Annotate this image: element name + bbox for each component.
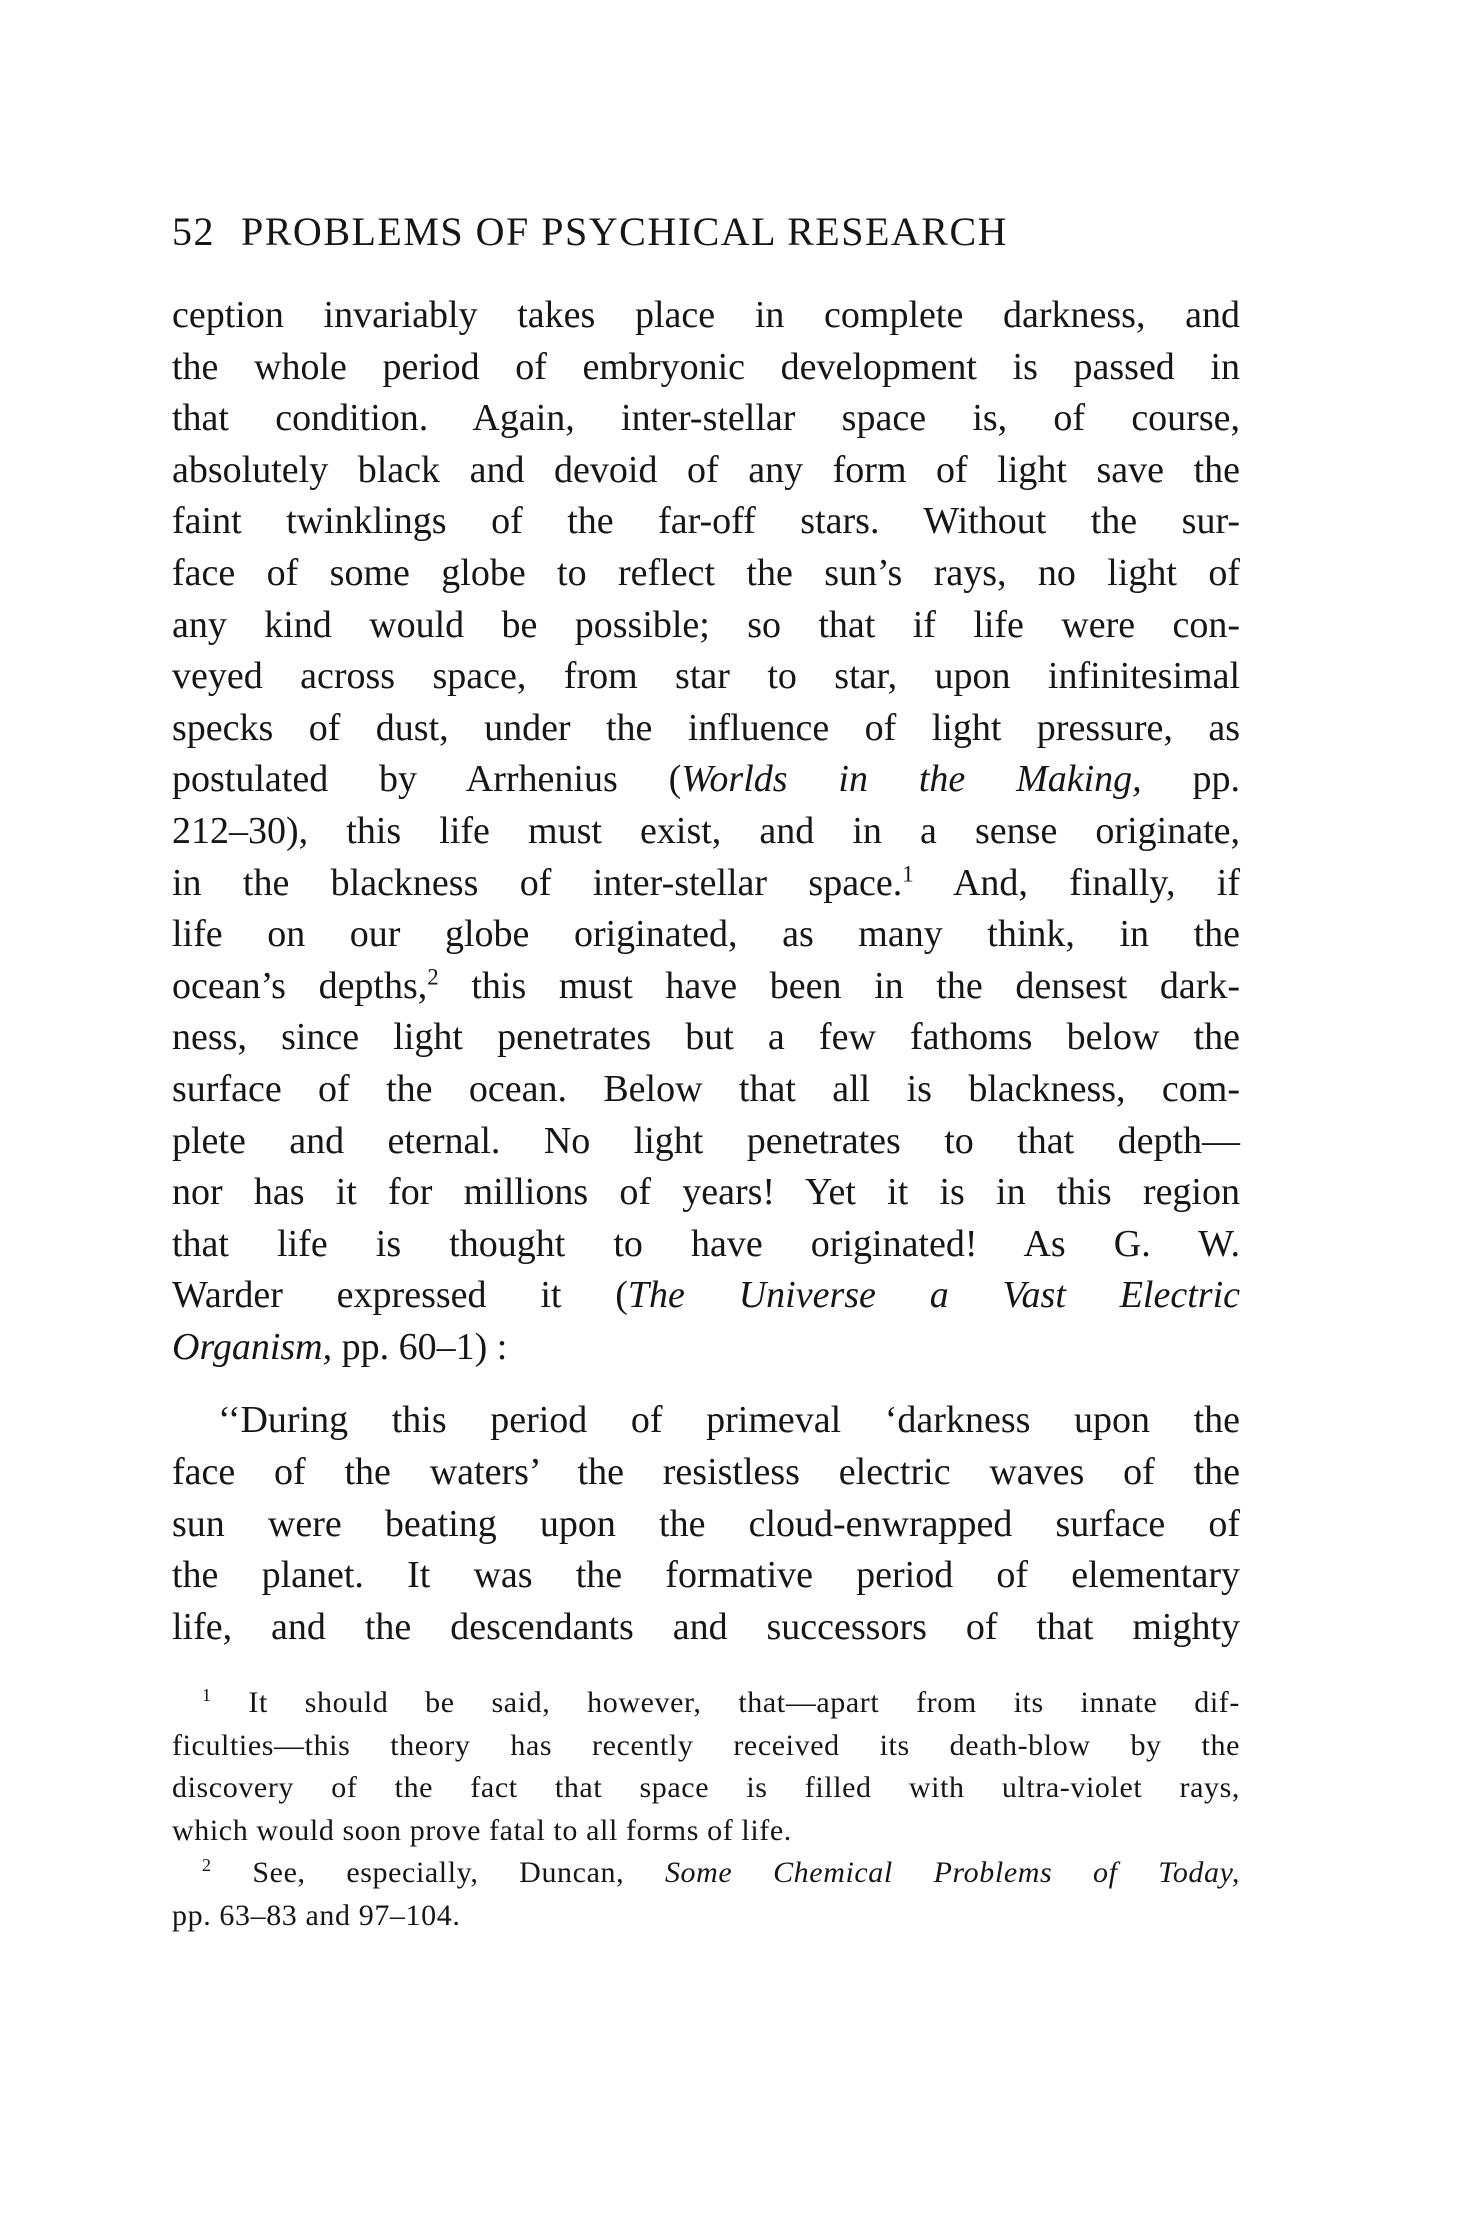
text-segment: Warder expressed it ( — [172, 1274, 628, 1317]
running-head — [172, 208, 1252, 255]
footnote-2 — [172, 1852, 1240, 1895]
footnote-marker-2: 2 — [202, 1855, 212, 1876]
text-line: the whole period of embryonic development is passed in — [172, 345, 1240, 388]
text-line: veyed across space, from star to star, upon infinitesimal — [172, 655, 1240, 698]
text-segment: ocean’s depths, — [172, 964, 428, 1007]
text-line: nor has it for millions of years! Yet it is in this region — [172, 1171, 1240, 1214]
footnotes — [172, 1682, 1240, 1937]
footnote-ref-2: 2 — [427, 964, 439, 990]
footnote-text: It should be said, however, that—apart from its innate dif- — [248, 1686, 1240, 1719]
footnote-marker-1: 1 — [202, 1685, 212, 1706]
quote-line: sun were beating upon the cloud-enwrapped surface of — [172, 1502, 1240, 1545]
block-quote — [172, 1395, 1240, 1653]
footnote-line: pp. 63–83 and 97–104. — [172, 1898, 461, 1932]
quote-line: ‘‘During this period of primeval ‘darkness upon the — [218, 1399, 1240, 1442]
main-text — [172, 290, 1240, 1653]
text-line: that condition. Again, inter-stellar space is, of course, — [172, 397, 1240, 440]
quote-line: face of the waters’ the resistless electric waves of the — [172, 1451, 1240, 1494]
text-line: 212–30), this life must exist, and in a sense originate, — [172, 809, 1240, 852]
footnote-line: ficulties—this theory has recently received its death-blow by the — [172, 1728, 1240, 1762]
book-title-citation: Worlds in the Making, — [681, 758, 1142, 801]
text-line — [172, 1270, 1240, 1322]
text-segment: pp. 60–1) : — [332, 1325, 508, 1368]
footnote-ref-1: 1 — [902, 860, 914, 886]
footnote-line: discovery of the fact that space is filled with ultra-violet rays, — [172, 1771, 1240, 1804]
text-line: ness, since light penetrates but a few fathoms below the — [172, 1016, 1240, 1059]
text-line: specks of dust, under the influence of light pressure, as — [172, 706, 1240, 749]
book-title-citation: The Universe a Vast Electric — [627, 1274, 1240, 1317]
text-line: that life is thought to have originated! As G. W. — [172, 1222, 1240, 1265]
text-line: any kind would be possible; so that if life were con- — [172, 603, 1240, 646]
running-title: PROBLEMS OF PSYCHICAL RESEARCH — [241, 209, 1009, 254]
text-line — [172, 961, 1240, 1013]
text-line: life on our globe originated, as many think, in the — [172, 913, 1240, 956]
text-line: face of some globe to reflect the sun’s rays, no light of — [172, 551, 1240, 594]
text-segment: And, finally, if — [913, 861, 1240, 904]
text-segment: postulated by Arrhenius ( — [172, 758, 682, 801]
text-line — [172, 754, 1240, 806]
text-line: plete and eternal. No light penetrates to that depth— — [172, 1119, 1240, 1162]
footnote-line: which would soon prove fatal to all forms of life. — [172, 1813, 792, 1847]
book-title-citation: Some Chemical Problems of Today, — [664, 1856, 1240, 1889]
text-segment: in the blackness of inter-stellar space. — [172, 861, 903, 904]
text-line — [172, 1322, 1240, 1374]
quote-line: life, and the descendants and successors of that mighty — [172, 1605, 1240, 1648]
footnote-text: See, especially, Duncan, — [252, 1856, 665, 1889]
text-line: faint twinklings of the far-off stars. Without the sur- — [172, 500, 1240, 543]
text-line: ception invariably takes place in complete darkness, and — [172, 294, 1240, 336]
text-line — [172, 858, 1240, 910]
text-line: absolutely black and devoid of any form of light save the — [172, 448, 1240, 491]
text-segment: this must have been in the densest dark- — [438, 964, 1241, 1007]
book-title-citation: Organism, — [172, 1325, 333, 1368]
page-number: 52 — [172, 209, 215, 254]
quote-line: the planet. It was the formative period of elementary — [172, 1554, 1240, 1597]
footnote-1 — [172, 1682, 1240, 1725]
text-segment: pp. — [1141, 758, 1241, 801]
text-line: surface of the ocean. Below that all is blackness, com- — [172, 1067, 1240, 1110]
